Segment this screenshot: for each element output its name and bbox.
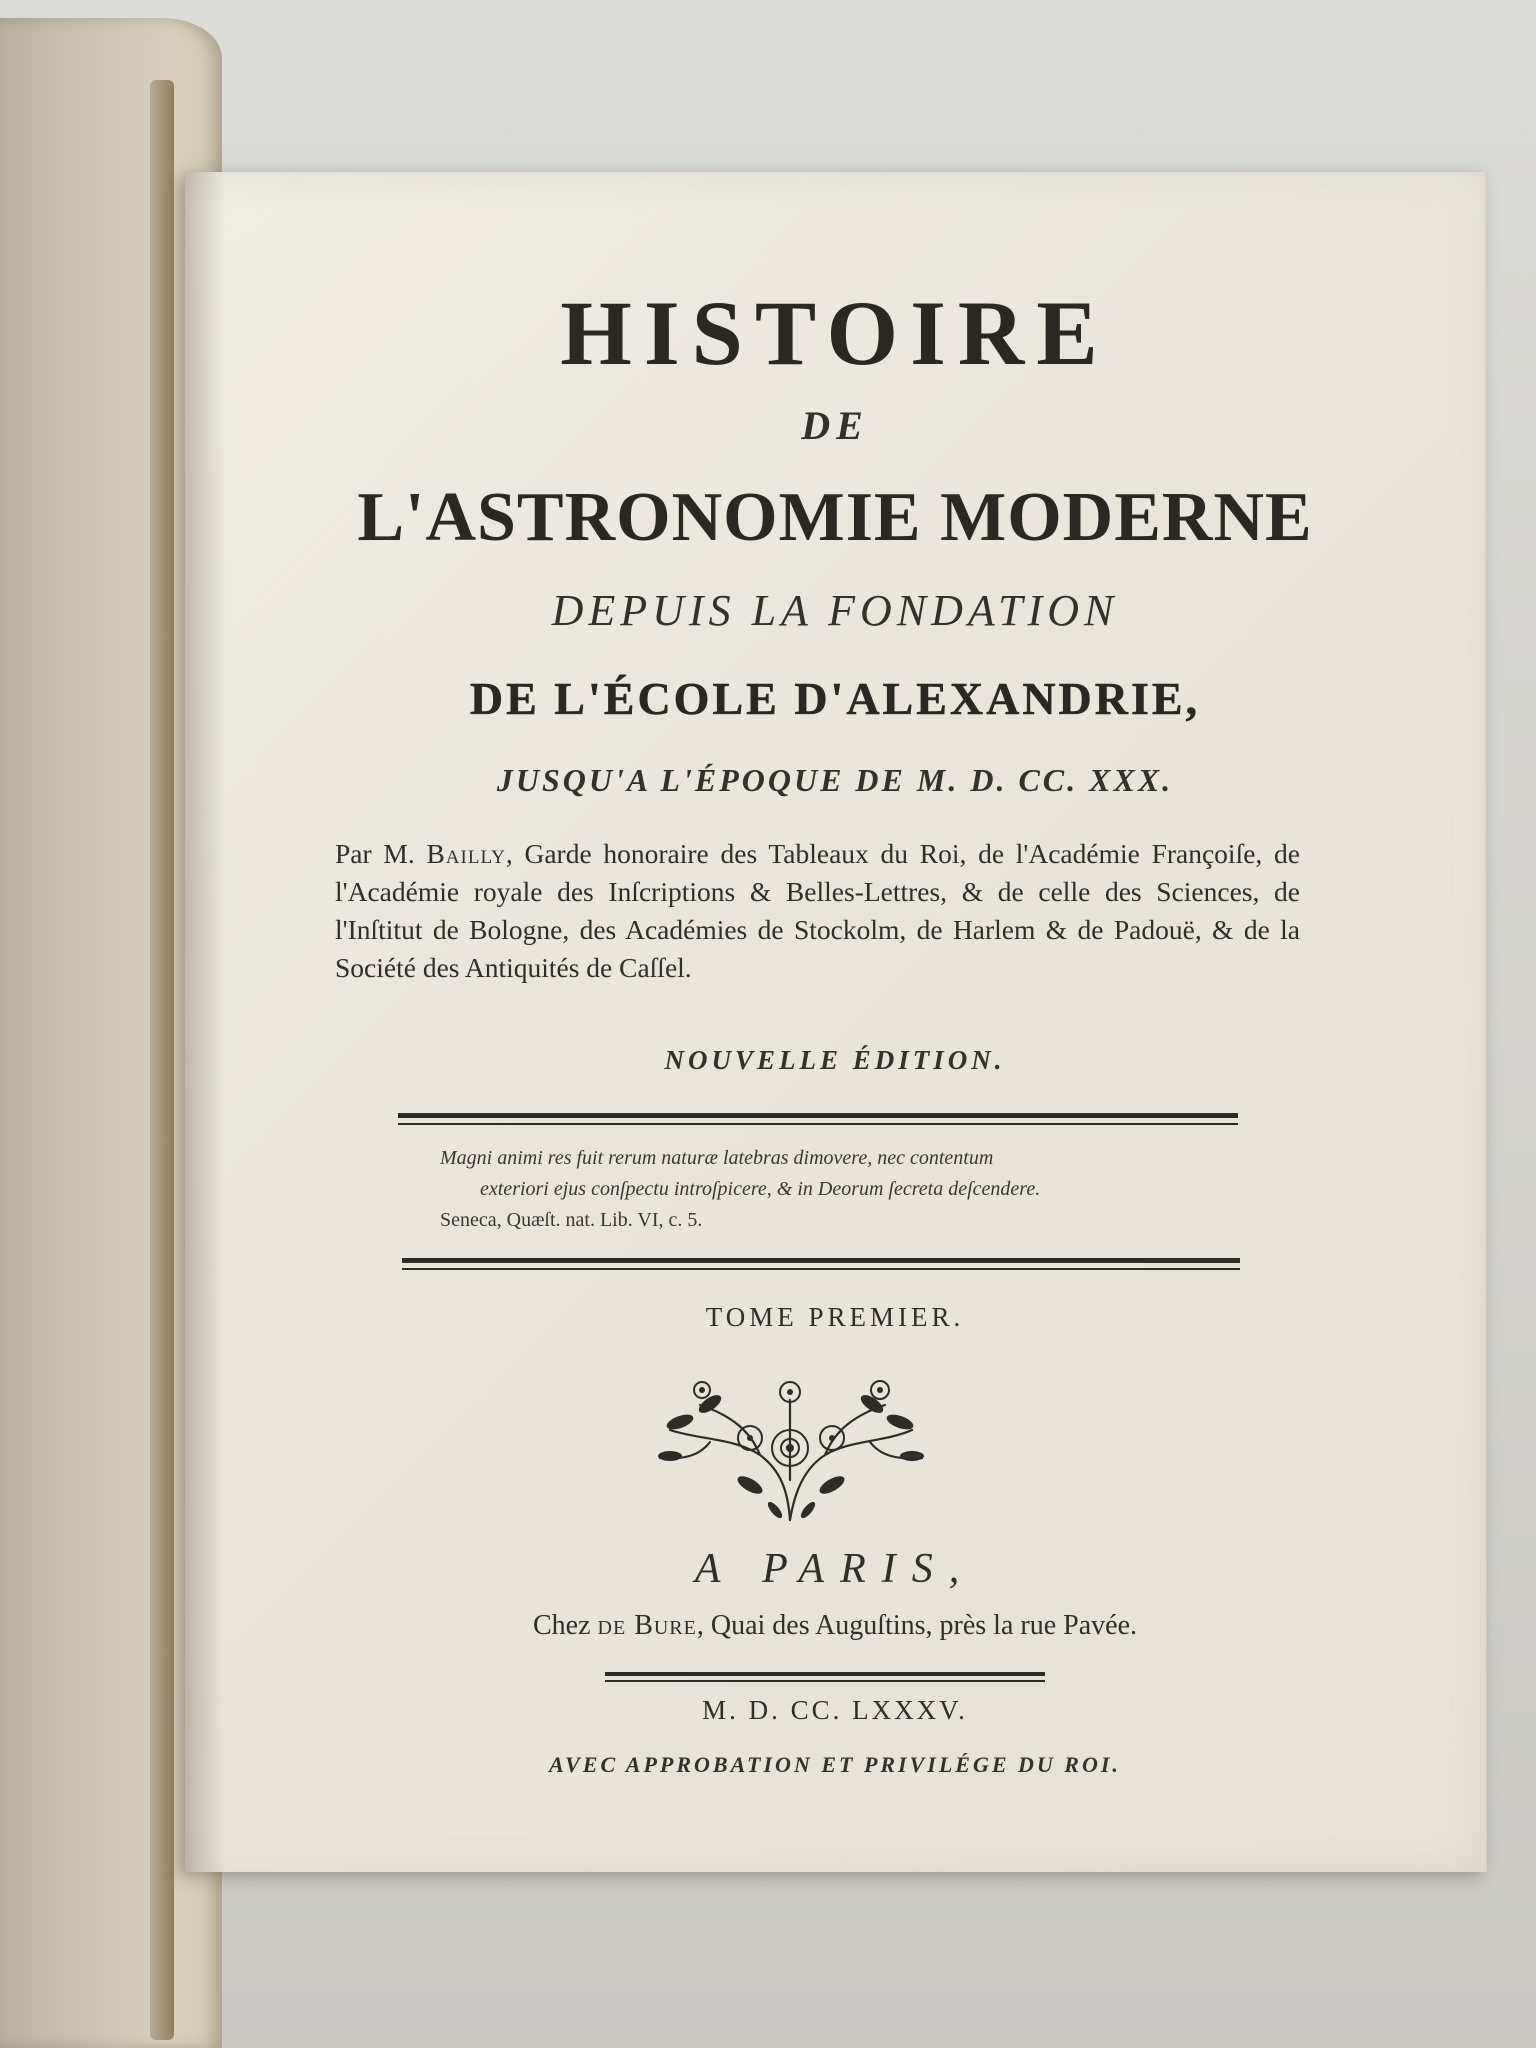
author-name: Bailly bbox=[426, 838, 506, 869]
title-de: DE bbox=[801, 403, 869, 448]
epigraph-line-1: Magni animi res fuit rerum naturæ latebras dimovere, nec contentum bbox=[440, 1147, 994, 1169]
author-description: , Garde honoraire des Tableaux du Roi, de l'Académie Françoiſe, de l'Académie royale des Inſcriptions & Belles-Lettres, & de celle des Sciences, de l'Inſtitut de Bologne, des Académies de Stockolm, de Harlem & de Padouë, & de la Société des Antiquités de Caſſel. bbox=[335, 838, 1300, 983]
title-subject: L'ASTRONOMIE MODERNE bbox=[357, 479, 1313, 556]
title-jusqua: JUSQU'A L'ÉPOQUE DE M. D. CC. XXX. bbox=[496, 762, 1174, 798]
floral-ornament-icon bbox=[640, 1360, 940, 1530]
approbation-statement: AVEC APPROBATION ET PRIVILÉGE DU ROI. bbox=[549, 1752, 1121, 1777]
title-depuis: DEPUIS LA FONDATION bbox=[551, 586, 1119, 635]
imprint-place: A PARIS, bbox=[694, 1546, 976, 1592]
imprint-year: M. D. CC. LXXXV. bbox=[702, 1695, 968, 1725]
single-rule-imprint bbox=[605, 1672, 1045, 1682]
printer-name: de Bure bbox=[597, 1610, 697, 1641]
author-par: Par M. bbox=[335, 838, 415, 869]
book-cover-edge bbox=[150, 80, 174, 2040]
title-ecole: DE L'ÉCOLE D'ALEXANDRIE, bbox=[469, 673, 1201, 724]
double-rule-top bbox=[398, 1113, 1238, 1125]
title-histoire: HISTOIRE bbox=[560, 282, 1110, 384]
epigraph-citation: Seneca, Quæſt. nat. Lib. VI, c. 5. bbox=[440, 1209, 703, 1231]
edition-statement: NOUVELLE ÉDITION. bbox=[664, 1045, 1006, 1075]
printer-address: , Quai des Auguſtins, près la rue Pavée. bbox=[696, 1610, 1137, 1641]
author-statement bbox=[335, 835, 1300, 987]
epigraph-line-2: exteriori ejus conſpectu introſpicere, & in Deorum ſecreta deſcendere. bbox=[480, 1178, 1041, 1200]
epigraph bbox=[440, 1143, 1160, 1236]
imprint-printer bbox=[185, 1610, 1485, 1642]
volume-label: TOME PREMIER. bbox=[705, 1302, 965, 1332]
double-rule-bottom bbox=[402, 1258, 1240, 1270]
printer-chez: Chez bbox=[533, 1610, 591, 1641]
